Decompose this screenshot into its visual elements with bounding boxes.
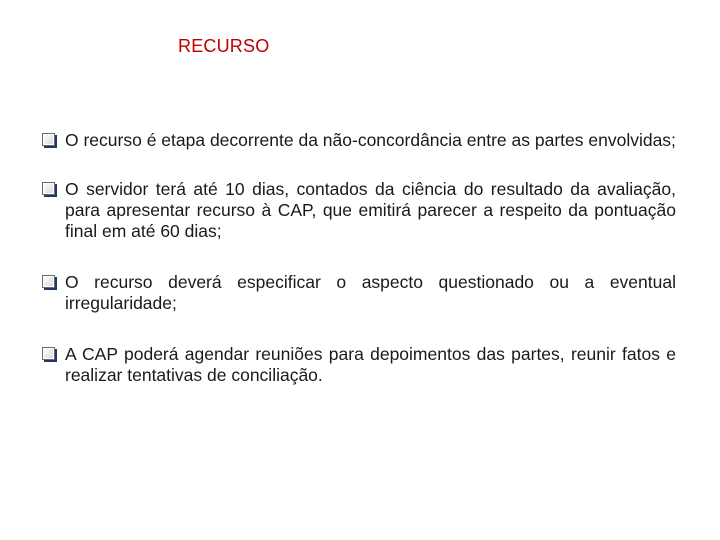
bullet-list xyxy=(42,130,676,386)
bullet-text: A CAP poderá agendar reuniões para depoimentos das partes, reunir fatos e realizar tentativas de conciliação. xyxy=(65,344,676,385)
bullet-item xyxy=(42,130,676,151)
bullet-text: O servidor terá até 10 dias, contados da ciência do resultado da avaliação, para apresentar recurso à CAP, que emitirá parecer a respeito da pontuação final em até 60 dias; xyxy=(65,179,676,241)
slide-title: RECURSO xyxy=(178,36,270,56)
bullet-text: O recurso é etapa decorrente da não-concordância entre as partes envolvidas; xyxy=(65,130,676,150)
bullet-text: O recurso deverá especificar o aspecto questionado ou a eventual irregularidade; xyxy=(65,272,676,313)
bullet-item xyxy=(42,344,676,386)
square-bullet-icon xyxy=(42,133,55,146)
square-bullet-icon xyxy=(42,275,55,288)
square-bullet-icon xyxy=(42,182,55,195)
bullet-item xyxy=(42,179,676,242)
square-bullet-icon xyxy=(42,347,55,360)
bullet-item xyxy=(42,272,676,314)
